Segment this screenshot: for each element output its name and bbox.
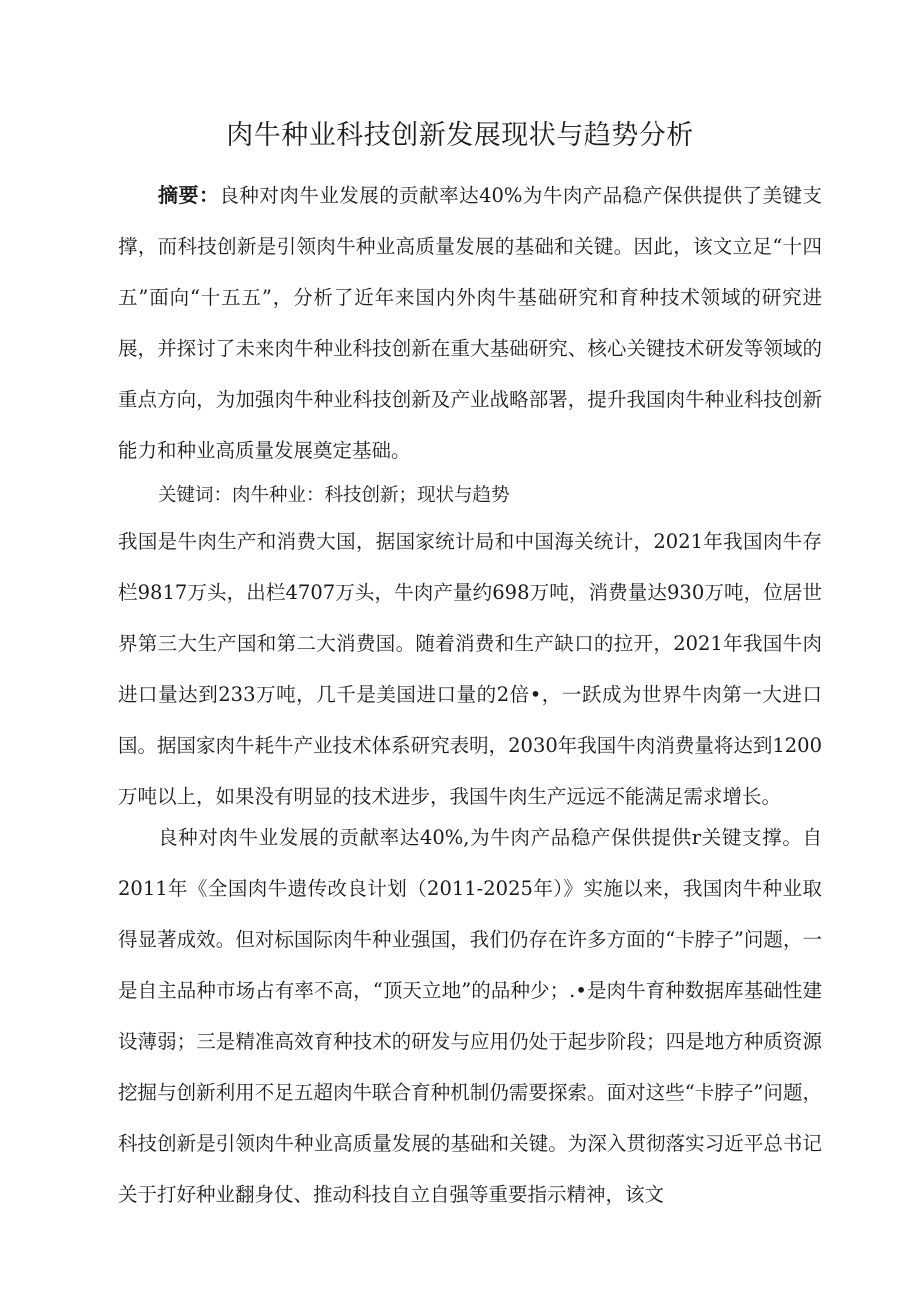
body-paragraph-2: 良种对肉牛业发展的贡献率达40%,为牛肉产品稳产保供提供r关键支撑。自2011年《全国肉牛遗传改良计划（2011-2025年）》实施以来，我国肉牛种业取得显著成效。但对标国际肉牛种业强国，我们仍存在许多方面的“卡脖子”问题，一是自主品种市场占有率不高，“顶天立地”的品种少；.•是肉牛育种数据库基础性建设薄弱；三是精准高效育种技术的研发与应用仍处于起步阶段；四是地方种质资源挖掘与创新利用不足五超肉牛联合育种机制仍需要探索。面对这些“卡脖子”问题，科技创新是引领肉牛种业高质量发展的基础和关键。为深入贯彻落实习近平总书记关于打好种业翻身仗、推动科技自立自强等重要指示精神，该文 xyxy=(118,826,822,1206)
abstract-label: 摘要： xyxy=(158,183,220,207)
keywords-line: 关键词：肉牛种业：科技创新；现状与趋势 xyxy=(158,485,510,506)
body-paragraph-1: 我国是牛肉生产和消费大国，据国家统计局和中国海关统计，2021年我国肉牛存栏9817万头，出栏4707万头，牛肉产量约698万吨，消费量达930万吨，位居世界第三大生产国和第二大消费国。随着消费和生产缺口的拉开，2021年我国牛肉进口量达到233万吨，几千是美国进口量的2倍•，一跃成为世界牛肉第一大进口国。据国家肉牛耗牛产业技术体系研究表明，2030年我国牛肉消费量将达到1200万吨以上，如果没有明显的技术进步，我国牛肉生产远远不能满足需求增长。 xyxy=(118,530,822,808)
abstract-text: 良种对肉牛业发展的贡献率达40%为牛肉产品稳产保供提供了美键支撑，而科技创新是引领肉牛种业高质量发展的基础和关键。因此，该文立足“十四五”面向“十五五”，分析了近年来国内外肉牛基础研究和育种技术领域的研究进展，并探讨了未来肉牛种业科技创新在重大基础研究、核心关键技术研发等领域的重点方向，为加强肉牛种业科技创新及产业战略部署，提升我国肉牛种业科技创新能力和种业高质量发展奠定基础。 xyxy=(118,184,823,462)
document-title: 肉牛种业科技创新发展现状与趋势分析 xyxy=(226,120,694,151)
abstract-paragraph xyxy=(118,170,822,476)
